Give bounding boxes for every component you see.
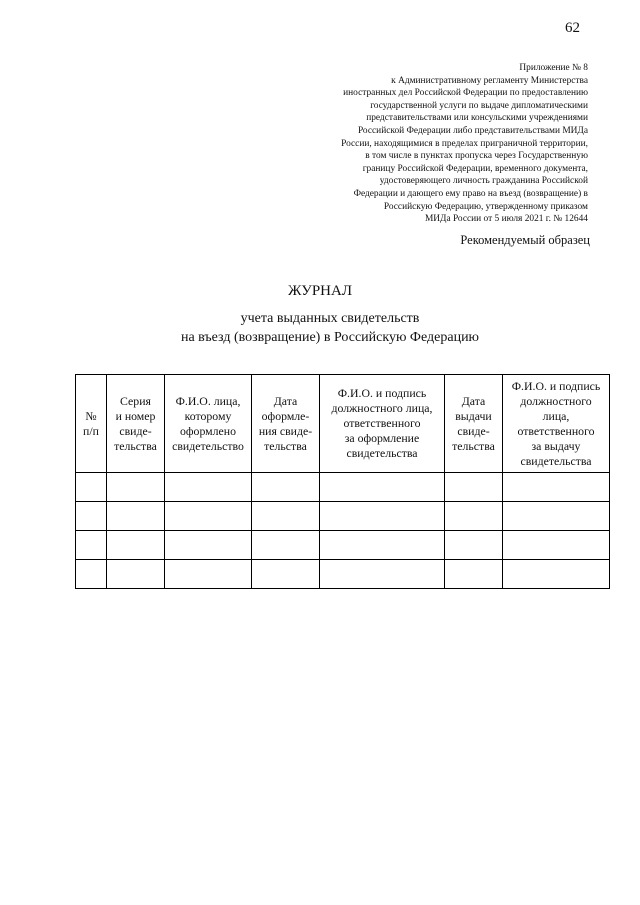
appendix-line: Приложение № 8: [519, 63, 588, 73]
column-header-line: свиде-: [119, 423, 152, 438]
column-header-line: должностного лица,: [331, 401, 433, 415]
subtitle-line-2: на въезд (возвращение) в Российскую Федерацию: [180, 330, 480, 345]
table-row: [76, 502, 610, 531]
appendix-line: государственной услуги по выдаче дипломатическими: [370, 100, 588, 111]
column-header-line: Ф.И.О. и подпись: [511, 378, 601, 393]
column-header-line: выдачи: [455, 408, 492, 423]
column-header-line: оформле-: [261, 408, 310, 423]
journal-table: [75, 374, 610, 589]
table-cell: [503, 531, 610, 560]
column-header-line: тельства: [114, 438, 157, 453]
table-cell: [165, 502, 252, 531]
table-cell: [76, 531, 107, 560]
column-header: [320, 375, 445, 473]
table-cell: [107, 502, 165, 531]
table-cell: [503, 560, 610, 589]
appendix-line: Российской Федерации либо представительствами МИДа: [357, 125, 588, 136]
appendix-line: Федерации и дающего ему право на въезд (возвращение) в: [353, 188, 588, 199]
column-header-line: и номер: [115, 408, 156, 423]
column-header-line: за оформление: [344, 431, 420, 445]
table-cell: [76, 502, 107, 531]
table-cell: [320, 531, 445, 560]
table-cell: [252, 531, 320, 560]
column-header-line: оформлено: [180, 423, 236, 438]
table-cell: [107, 473, 165, 502]
table-cell: [252, 473, 320, 502]
appendix-line: иностранных дел Российской Федерации по предоставлению: [343, 88, 588, 99]
table-cell: [252, 560, 320, 589]
document-subtitle: [0, 309, 640, 347]
appendix-line: Российскую Федерацию, утвержденному приказом: [383, 201, 588, 212]
appendix-line: границу Российской Федерации, временного документа,: [362, 163, 588, 174]
table-cell: [445, 560, 503, 589]
table-cell: [445, 473, 503, 502]
table-row: [76, 473, 610, 502]
table-cell: [107, 560, 165, 589]
table-cell: [76, 473, 107, 502]
table-row: [76, 531, 610, 560]
column-header-line: свиде-: [457, 423, 490, 438]
appendix-line: России, находящимися в пределах приграничной территории,: [341, 138, 588, 149]
column-header-line: тельства: [452, 438, 495, 453]
table-cell: [320, 502, 445, 531]
column-header-line: Серия: [120, 393, 151, 408]
column-header-line: которому: [184, 408, 232, 423]
appendix-line: представительствами или консульскими учреждениями: [366, 113, 588, 124]
column-header-line: свидетельства: [346, 446, 418, 460]
table-cell: [165, 560, 252, 589]
table-cell: [320, 560, 445, 589]
subtitle-line-1: учета выданных свидетельств: [240, 311, 420, 326]
table-cell: [445, 502, 503, 531]
column-header: [107, 375, 165, 473]
table-cell: [107, 531, 165, 560]
column-header-line: тельства: [264, 438, 307, 453]
table-cell: [76, 560, 107, 589]
sample-label: Рекомендуемый образец: [460, 233, 590, 247]
table-cell: [252, 502, 320, 531]
column-header: [503, 375, 610, 473]
appendix-line: удостоверяющего личность гражданина Российской: [379, 176, 588, 187]
table-cell: [503, 502, 610, 531]
column-header-line: свидетельства: [520, 453, 592, 468]
column-header-line: за выдачу: [531, 438, 581, 453]
column-header: [76, 375, 107, 473]
table-cell: [503, 473, 610, 502]
column-header-line: ответственного: [517, 423, 595, 438]
column-header-line: свидетельство: [172, 438, 244, 453]
column-header: [445, 375, 503, 473]
appendix-line: к Административному регламенту Министерства: [391, 75, 588, 86]
table-cell: [445, 531, 503, 560]
table-cell: [165, 473, 252, 502]
column-header: [252, 375, 320, 473]
column-header-line: ния свиде-: [258, 423, 313, 438]
column-header-line: Ф.И.О. лица,: [175, 393, 241, 408]
column-header-line: Дата: [273, 393, 298, 408]
appendix-note: [308, 62, 588, 226]
table-cell: [320, 473, 445, 502]
column-header: [165, 375, 252, 473]
appendix-line: в том числе в пунктах пропуска через Государственную: [365, 151, 588, 162]
column-header-line: Дата: [461, 393, 486, 408]
column-header-line: ответственного: [343, 416, 421, 430]
document-title: ЖУРНАЛ: [287, 283, 353, 299]
column-header-line: лица,: [542, 408, 570, 423]
table-cell: [165, 531, 252, 560]
table-body: [76, 473, 610, 589]
appendix-line: МИДа России от 5 июля 2021 г. № 12644: [424, 214, 588, 225]
column-header-line: №: [85, 408, 97, 423]
column-header-line: должностного: [520, 393, 592, 408]
table-header-row: [76, 375, 610, 473]
column-header-line: п/п: [83, 423, 99, 438]
page-number: 62: [565, 20, 580, 36]
column-header-line: Ф.И.О. и подпись: [337, 386, 427, 400]
table-row: [76, 560, 610, 589]
